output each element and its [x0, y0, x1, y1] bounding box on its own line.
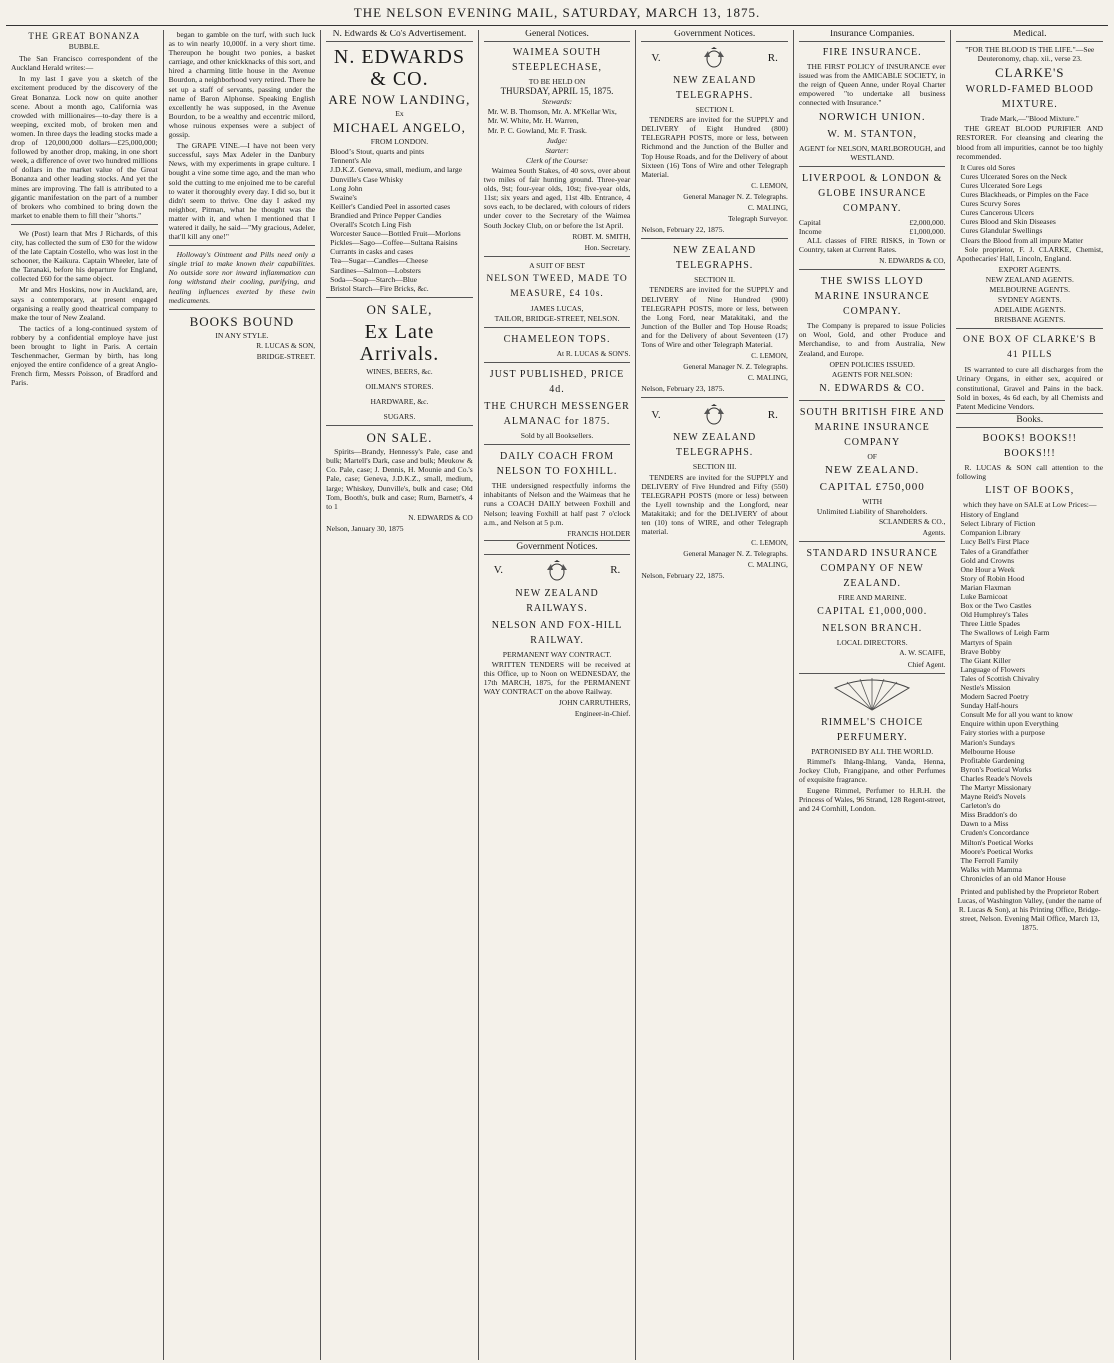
book-title: Martyrs of Spain [960, 637, 1012, 647]
on-sale-title: ON SALE, [366, 301, 433, 317]
fire-insurance-text: THE FIRST POLICY of INSURANCE ever issued was from the AMICABLE SOCIETY, in the reign of Queen Anne, under Royal Charter empowered "to undertake all business connected with Insurance." [798, 62, 946, 108]
telegraphs-title: NEW ZEALAND TELEGRAPHS. [672, 75, 757, 102]
list-sub: which they have on SALE at Low Prices:— [963, 500, 1097, 510]
bonanza-intro: The San Francisco correspondent of the Auckland Herald writes:— [11, 54, 158, 73]
divider [799, 541, 946, 542]
sugars-heading: SUGARS. [383, 412, 416, 422]
list-item: Dunville's Case Whisky [330, 174, 404, 184]
sclanders-signature: SCLANDERS & CO., [878, 517, 946, 527]
scaife-signature: A. W. SCAIFE, [899, 648, 946, 658]
maling-signature: C. MALING, [747, 373, 788, 383]
telegraphs-title-3: NEW ZEALAND TELEGRAPHS. [672, 432, 757, 459]
open-policies: OPEN POLICIES ISSUED. [829, 359, 915, 369]
fan-illustration-icon [827, 678, 917, 712]
fire-insurance-title: FIRE INSURANCE. [822, 47, 922, 59]
divider [799, 673, 946, 674]
lemon-signature: C. LEMON, [751, 180, 788, 190]
section-2-text: TENDERS are invited for the SUPPLY and DELIVERY of Nine Hundred (900) TELEGRAPH POSTS, more or less, between the Long Ford, near Matakitaki, and the Junction of the Buller and Top House Roads; and for the Delivery of about Seventeen (17) Tons of Wire and other Telegraph Material. [641, 285, 788, 349]
list-item: J.D.K.Z. Geneva, small, medium, and large [330, 165, 463, 175]
edwards-agent-signature: N. EDWARDS & CO, [879, 256, 946, 266]
book-title: The Ferroll Family [960, 855, 1019, 865]
list-item: Sardines—Salmon—Lobsters [330, 265, 421, 275]
list-item: Cures Scurvy Sores [960, 199, 1021, 209]
blood-quote: "FOR THE BLOOD IS THE LIFE."—See Deuteronomy, chap. xii., verse 23. [965, 45, 1095, 64]
maling-signature: C. MALING, [747, 203, 788, 213]
article-subtitle-bonanza: BUBBLE. [68, 42, 100, 52]
book-title: Marian Flaxman [960, 582, 1011, 592]
list-item: Swaine's [330, 192, 357, 202]
book-title: Brave Bobby [960, 646, 1001, 656]
clarke-title: CLARKE'S [994, 65, 1065, 81]
article-title-bonanza: THE GREAT BONANZA [28, 31, 141, 41]
bonanza-body: In my last I gave you a sketch of the excitement produced by the discovery of the Great Bonanza. Lock now on quite another scene. About a month ago, California was crowded with millionaires—to-day there is a weeping, excited mob, of broken men and women. In three days the leading stocks made a drop of 120,000,000 dollars—£25,000,000; followed by another drop, making, in one short week, a difference of over two hundred millions of dollars in the market value of the Great Bonanza and other leading stocks. And yet the mines are improving. The fall is attributed to a gigantic manifestation on the part of a number of brokers who combined to bring down the market to enable them to fill their "shorts." [11, 74, 158, 220]
almanac-head: JUST PUBLISHED, PRICE 4d. [489, 369, 625, 396]
list-item: Cures Ulcerated Sores on the Neck [960, 171, 1067, 181]
scaife-role: Chief Agent. [907, 659, 946, 669]
list-item: Clears the Blood from all impure Matter [960, 235, 1084, 245]
book-title: Moore's Poetical Works [960, 846, 1033, 856]
book-title: Tales of a Grandfather [960, 546, 1029, 556]
rimmel-title: RIMMEL'S CHOICE PERFUMERY. [821, 716, 924, 743]
divider [169, 309, 316, 310]
royal-crest-icon [543, 560, 571, 582]
letter-r: R. [767, 51, 778, 64]
book-title: Modern Sacred Poetry [960, 692, 1029, 702]
list-item: Bristol Starch—Fire Bricks, &c. [330, 283, 429, 293]
lucas-name: JAMES LUCAS, [530, 303, 584, 313]
list-item: Cures Cancerous Ulcers [960, 208, 1034, 218]
book-title: Lucy Bell's First Place [960, 537, 1030, 547]
income-label: Income [798, 226, 822, 236]
stanton-name: W. M. STANTON, [827, 128, 917, 140]
capital-label: Capital [798, 217, 821, 227]
book-title: Nestle's Mission [960, 682, 1011, 692]
steeplechase-text: Waimea South Stakes, of 40 sovs, over about two miles of fair hunting ground. Three-year olds, 9st; four-year olds, 10st; five-year olds, 11st; six years and aged, 11st 4lb. Entrance, 4 sovs each, to be declared, with colours of riders under cover to the Secretary of the Waimea South Jockey Club, on or before the 1st April. [483, 165, 631, 230]
book-title: Dawn to a Miss [960, 819, 1009, 829]
book-title: Three Little Spades [960, 619, 1020, 629]
list-item: Overall's Scotch Ling Fish [330, 220, 412, 230]
general-notices-head: General Notices. [484, 30, 631, 42]
coach-text: THE undersigned respectfully informs the inhabitants of Nelson and the Waimeas that he runs a COACH DAILY between Foxhill and Nelson; leaving Foxhill at half past 7 o'clock a.m., and Nelson at 5 p.m. [483, 481, 631, 527]
book-title: Charles Reade's Novels [960, 773, 1033, 783]
almanac-title: THE CHURCH MESSENGER ALMANAC for 1875. [484, 401, 630, 428]
smith-role: Hon. Secretary. [584, 242, 631, 252]
book-title: Milton's Poetical Works [960, 837, 1034, 847]
book-title: Tales of Scottish Chivalry [960, 673, 1040, 683]
books-head: Books. [956, 413, 1103, 428]
section-2-date: Nelson, February 23, 1875. [641, 384, 725, 394]
late-arrivals: Ex Late Arrivals. [359, 320, 440, 365]
trademark: Trade Mark,—"Blood Mixture." [980, 114, 1079, 124]
hoskins-news: Mr and Mrs Hoskins, now in Auckland, are, says a contemporary, at present engaged organising a really good theatrical company to make the tour of New Zealand. [11, 285, 158, 322]
liverpool-text: ALL classes of FIRE RISKS, in Town or Country, taken at Current Rates. [798, 235, 946, 255]
book-title: Gold and Crowns [960, 555, 1015, 565]
capital-value: £2,000,000. [909, 217, 946, 227]
south-british-capital: CAPITAL £750,000 [819, 480, 925, 493]
divider [169, 245, 316, 246]
coach-signature: FRANCIS HOLDER [567, 528, 631, 538]
liverpool-title: LIVERPOOL & LONDON & GLOBE INSURANCE COMPANY. [801, 172, 943, 214]
book-title: One Hour a Week [960, 564, 1015, 574]
royal-crest-icon [700, 47, 728, 69]
divider [799, 400, 946, 401]
book-title: Story of Robin Hood [960, 573, 1025, 583]
edwards-date: Nelson, January 30, 1875 [326, 523, 404, 533]
south-british-title: SOUTH BRITISH FIRE AND MARINE INSURANCE COMPANY [799, 406, 945, 448]
standard-capital: CAPITAL £1,000,000. [817, 606, 928, 618]
rimmel-sub: PATRONISED BY ALL THE WORLD. [811, 746, 934, 756]
book-title: Chronicles of an old Manor House [960, 873, 1066, 883]
edwards-ex: Ex [395, 109, 404, 119]
edwards-column-head: N. Edwards & Co's Advertisement. [326, 30, 473, 42]
book-title: Enquire within upon Everything [960, 719, 1059, 729]
list-item: Cures Glandular Swellings [960, 226, 1043, 236]
divider [641, 397, 788, 398]
govt-notices-head-2: Government Notices. [641, 30, 788, 42]
south-british-of: OF [867, 451, 878, 461]
oilmans-heading: OILMAN'S STORES. [365, 381, 434, 391]
tweed-ad: NELSON TWEED, MADE TO MEASURE, £4 10s. [486, 273, 628, 299]
list-item: Worcester Sauce—Bottled Fruit—Morlons [330, 229, 461, 239]
royal-arms [484, 558, 631, 584]
lemon-signature: C. LEMON, [751, 538, 788, 548]
cures-list [956, 163, 1103, 245]
steeplechase-date: THURSDAY, APRIL 15, 1875. [500, 86, 614, 97]
list-item: Keiller's Candied Peel in assorted cases [330, 201, 451, 211]
book-title: Box or the Two Castles [960, 601, 1032, 611]
list-item: Currants in casks and cases [330, 247, 414, 257]
letter-v: V. [651, 408, 661, 421]
lemon-role: General Manager N. Z. Telegraphs. [683, 549, 788, 559]
suit-heading: A SUIT OF BEST [529, 260, 585, 270]
clarke-proprietor: Sole proprietor, F. J. CLARKE, Chemist, Apothecaries' Hall, Lincoln, England. [956, 244, 1104, 263]
books-bound-title: BOOKS BOUND [189, 313, 295, 329]
section-1: SECTION I. [695, 105, 734, 115]
book-title: Mayne Reid's Novels [960, 792, 1026, 802]
railways-sub2: PERMANENT WAY CONTRACT. [502, 649, 612, 659]
section-1-date: Nelson, February 22, 1875. [641, 225, 725, 235]
sydney-agents: SYDNEY AGENTS. [997, 295, 1062, 305]
section-1-text: TENDERS are invited for the SUPPLY and DELIVERY of Eight Hundred (800) TELEGRAPH POSTS, more or less, between Richmond and the Junction of the Buller and Top House Roads, and for the Delivery of about Sixteen (16) Tons of Wire and other Telegraph Material. [641, 115, 788, 179]
book-title: The Martyr Missionary [960, 783, 1032, 792]
imprint: Printed and published by the Proprietor Robert Lucas, of Washington Valley, (under the name of R. Lucas & Son), at his Printing Office, Bridge-street, Nelson. Evening Mail Office, March 13, 1875. [957, 887, 1102, 933]
royal-arms [641, 402, 788, 428]
books-bound-sub: IN ANY STYLE. [215, 330, 269, 340]
list-item: Tea—Sugar—Candles—Cheese [330, 256, 428, 266]
stewards-label: Stewards: [541, 97, 573, 107]
book-title: Old Humphrey's Tales [960, 610, 1029, 620]
edwards-landing: ARE NOW LANDING, [328, 92, 471, 108]
swiss-lloyd-title: THE SWISS LLOYD MARINE INSURANCE COMPANY. [814, 276, 930, 318]
capital-row [799, 218, 946, 227]
nelson-branch: NELSON BRANCH. [822, 623, 923, 635]
edwards-goods-list [326, 147, 473, 293]
column-5 [636, 30, 794, 1360]
book-title: Companion Library [960, 528, 1021, 538]
list-item: Brandied and Prince Pepper Candies [330, 210, 442, 220]
list-item: It Cures old Sores [960, 162, 1016, 172]
books-bound-signature: R. LUCAS & SON, [256, 340, 316, 350]
divider [641, 238, 788, 239]
book-title: Miss Braddon's do [960, 810, 1018, 820]
list-item: Mr. P. C. Gowland, Mr. F. Trask. [487, 125, 587, 135]
adelaide-agents: ADELAIDE AGENTS. [993, 305, 1066, 315]
list-item: Soda—Soap—Starch—Blue [330, 274, 418, 284]
lucas-books-text: R. LUCAS & SON call attention to the following [956, 462, 1104, 481]
rimmel-illustration [799, 678, 946, 712]
hardware-heading: HARDWARE, &c. [370, 396, 429, 406]
list-item: Cures Ulcerated Sore Legs [960, 180, 1043, 190]
govt-notices-head: Government Notices. [484, 540, 631, 555]
book-title: Byron's Poetical Works [960, 764, 1032, 774]
railways-text: WRITTEN TENDERS will be received at this Office, up to Noon on WEDNESDAY, the 17th MARCH, 1875, for the PERMANENT WAY CONTRACT on the above Railway. [483, 660, 631, 697]
list-item: Pickles—Sago—Coffee—Sultana Raisins [330, 238, 458, 248]
income-value: £1,000,000. [909, 226, 946, 236]
divider [326, 425, 473, 426]
norwich-union: NORWICH UNION. [818, 110, 926, 123]
letter-v: V. [651, 51, 661, 64]
maling-signature: C. MALING, [747, 560, 788, 570]
edwards-headline: N. EDWARDS & CO. [333, 46, 465, 91]
starter-label: Starter: [545, 145, 569, 155]
divider [484, 327, 631, 328]
richards-news: We (Post) learn that Mrs J Richards, of this city, has collected the sum of £30 for the widow of the late Captain Costello, who was lost in the schooner, the Kaikura. Captain Wheeler, late of the Taranaki, before his departure for England, collected £60 for the same object. [11, 228, 158, 284]
section-3-date: Nelson, February 22, 1875. [641, 571, 725, 581]
list-of-books: LIST OF BOOKS, [985, 485, 1075, 497]
rimmel-text: Rimmel's Ihlang-Ihlang, Vanda, Henna, Jockey Club, Frangipane, and other Perfumes of exquisite fragrance. [798, 756, 946, 784]
section-2: SECTION II. [694, 275, 736, 285]
judge-label: Judge: [546, 135, 568, 145]
railways-signature: JOHN CARRUTHERS, [558, 698, 631, 708]
south-british-nz: NEW ZEALAND. [825, 463, 920, 476]
swiss-lloyd-text: The Company is prepared to issue Policies on Wool, Gold, and other Produce and Merchandise, to and from Australia, New Zealand, and Europe. [798, 321, 946, 358]
sclanders-role: Agents. [922, 528, 946, 538]
on-sale-2: ON SALE. [366, 430, 433, 446]
book-title: Walks with Mamma [960, 864, 1022, 874]
book-title: Language of Flowers [960, 664, 1025, 674]
column-2 [164, 30, 322, 1360]
book-title: Fairy stories with a purpose [960, 728, 1045, 738]
book-titles [956, 510, 1103, 883]
telegraphs-title-2: NEW ZEALAND TELEGRAPHS. [672, 245, 757, 272]
paris-robbery-continued: began to gamble on the turf, with such luck as to win nearly 10,000f. in a very short time. Thereupon he bought two ponies, a basket carriage, and other knickknacks of this sort, and hired a charming little house in the Avenue Bourdon, a neighborhood very retired. There he set up a staff of servants, passing under the name of Baron Alphonse. Speaking English excellently he was supposed, in the Avenue Bourdon, to be a wealthy and eccentric milord, whose ruinous expenses were a subject of gossip. [168, 30, 316, 140]
list-item: Cures Blackheads, or Pimples on the Face [960, 190, 1089, 200]
divider [326, 297, 473, 298]
divider [484, 256, 631, 257]
books-title: BOOKS! BOOKS!! BOOKS!!! [982, 432, 1077, 459]
section-3: SECTION III. [692, 462, 737, 472]
divider [484, 444, 631, 445]
column-7 [951, 30, 1108, 1360]
edwards-agent-2: N. EDWARDS & CO. [819, 382, 926, 394]
list-item: Long John [330, 183, 363, 193]
south-british-unlimited: Unlimited Liability of Shareholders. [816, 506, 928, 516]
book-title: The Swallows of Leigh Farm [960, 628, 1050, 638]
brisbane-agents: BRISBANE AGENTS. [994, 315, 1066, 325]
list-item: Mr. W. B. Thomson, Mr. A. M'Kellar Wix, [487, 107, 617, 117]
clerk-label: Clerk of the Course: [525, 155, 589, 165]
railways-role: Engineer-in-Chief. [574, 709, 631, 719]
book-title: Melbourne House [960, 746, 1016, 756]
royal-arms [641, 45, 788, 71]
list-item: Cures Blood and Skin Diseases [960, 217, 1056, 227]
chameleon-signature: At R. LUCAS & SON'S. [556, 349, 631, 359]
maling-role: Telegraph Surveyor. [728, 214, 788, 224]
stanton-role: AGENT for NELSON, MARLBOROUGH, and WESTLAND. [799, 143, 946, 162]
nz-agents: NEW ZEALAND AGENTS. [985, 274, 1074, 284]
agents-nelson: AGENTS FOR NELSON: [831, 369, 913, 379]
letter-r: R. [767, 408, 778, 421]
pills-text: IS warranted to cure all discharges from the Urinary Organs, in either sex, acquired or constitutional, Gravel and Pains in the back. Sold in boxes, 4s 6d each, by all Chemists and Patent Medicine Vendors. [956, 365, 1104, 411]
south-british-with: WITH [862, 496, 883, 506]
book-title: Marion's Sundays [960, 737, 1015, 747]
royal-crest-icon [700, 404, 728, 426]
book-title: Carleton's do [960, 801, 1001, 811]
list-item: Tennent's Ale [330, 156, 372, 166]
book-title: History of England [960, 510, 1019, 520]
list-item: Mr. W. White, Mr. H. Warren, [487, 116, 579, 126]
clarke-subtitle: WORLD-FAMED BLOOD MIXTURE. [965, 84, 1094, 111]
edwards-signature: N. EDWARDS & CO [408, 512, 473, 522]
letter-r: R. [610, 564, 621, 577]
book-title: Profitable Gardening [960, 755, 1025, 765]
column-3 [321, 30, 479, 1360]
railways-title: NEW ZEALAND RAILWAYS. [515, 587, 599, 614]
pills-title: ONE BOX OF CLARKE'S B 41 PILLS [962, 335, 1097, 361]
clarke-text: THE GREAT BLOOD PURIFIER AND RESTORER. For cleansing and clearing the blood from all impurities, cannot be too highly recommended. [956, 124, 1104, 161]
book-title: Consult Me for all you want to know [960, 710, 1073, 720]
books-bound-address: BRIDGE-STREET. [256, 351, 316, 361]
smith-signature: ROBT. M. SMITH, [572, 231, 631, 241]
edwards-ship: MICHAEL ANGELO, [332, 120, 466, 136]
fire-marine: FIRE AND MARINE. [838, 593, 907, 603]
coach-title: DAILY COACH FROM NELSON TO FOXHILL. [496, 451, 618, 478]
lemon-role: General Manager N. Z. Telegraphs. [683, 362, 788, 372]
melbourne-agents: MELBOURNE AGENTS. [989, 284, 1071, 294]
column-6 [794, 30, 952, 1360]
grape-vine-article: The GRAPE VINE.—I have not been very successful, says Max Adeler in the Danbury News, with my experiments in grape culture. I bought a vine some time ago, and the man who sold the cutting to me enjoined me to be careful to water it thoroughly every day. I did so, but it didn't seem to thrive. One day I asked my neighbor, Pitman, what he thought was the matter with it, and when I mentioned that I watered it daily, he said—"My gracious, Adeler, that'll kill any one!" [168, 141, 316, 242]
almanac-sub: Sold by all Booksellers. [520, 431, 594, 441]
list-item: Bloodʼs Stout, quarts and pints [330, 147, 425, 157]
book-title: The Giant Killer [960, 655, 1011, 665]
local-directors: LOCAL DIRECTORS. [836, 638, 908, 648]
section-3-text: TENDERS are invited for the SUPPLY and DELIVERY of Five Hundred and Fifty (550) TELEGRAPH POSTS (more or less) between the Lyell township and the Longford, near Matakitaki; and for the DELIVERY of about ten (10) tons of WIRE, and other Telegraph material. [641, 472, 788, 537]
export-agents: EXPORT AGENTS. [998, 264, 1061, 274]
column-1 [6, 30, 164, 1360]
divider [956, 328, 1103, 329]
paris-robbery-news: The tactics of a long-continued system of robbery by a confidential employe have just been brought to light in Paris. A certain Teschenmacher, German by birth, has long enjoyed the entire confidence of a great Anglo-French firm, Messrs Poisson, of Bradford and Paris. [11, 323, 158, 388]
steeplechase-title: WAIMEA SOUTH STEEPLECHASE, [512, 47, 602, 74]
edwards-from: FROM LONDON. [370, 137, 429, 147]
spirits-list: Spirits—Brandy, Hennessy's Pale, case and bulk; Martell's Dark, case and bulk; Meukow & Co. Pale, case; J. Dennis, H. Mounie and Co.'s Pale, case; Geneva, J.D.K.Z., small, medium, large; Whiskey, Dunville's, bulk and case; Old Tom, Booth's, bulk and case; Rum, Barnett's, 4 to 1 [326, 447, 473, 511]
insurance-head: Insurance Companies. [799, 30, 946, 42]
letter-v: V. [493, 564, 504, 577]
divider [484, 362, 631, 363]
columns [6, 30, 1108, 1360]
book-title: Sunday Half-hours [960, 701, 1019, 711]
railways-sub: NELSON AND FOX-HILL RAILWAY. [491, 619, 623, 646]
column-4 [479, 30, 637, 1360]
wines-heading: WINES, BEERS, &c. [366, 366, 433, 376]
masthead: THE NELSON EVENING MAIL, SATURDAY, MARCH 13, 1875. [6, 4, 1108, 26]
chameleon-ad: CHAMELEON TOPS. [503, 334, 611, 346]
divider [799, 166, 946, 167]
lucas-address: TAILOR, BRIDGE-STREET, NELSON. [494, 313, 620, 323]
stewards-list [484, 107, 631, 134]
book-title: Luke Barnicoat [960, 592, 1008, 602]
standard-title: STANDARD INSURANCE COMPANY OF NEW ZEALAND. [806, 548, 938, 590]
book-title: Cruden's Concordance [960, 828, 1030, 838]
lemon-signature: C. LEMON, [751, 351, 788, 361]
lemon-role: General Manager N. Z. Telegraphs. [683, 191, 788, 201]
holloway-ad: Holloway's Ointment and Pills need only a single trial to make known their capabilities. No outside sore nor inward inflammation can long withstand their cooling, purifying, and healing influences exerted by these twin medicaments. [168, 250, 316, 305]
divider [11, 224, 158, 225]
divider [799, 269, 946, 270]
book-title: Select Library of Fiction [960, 519, 1036, 529]
steeplechase-sub: TO BE HELD ON [528, 77, 586, 87]
medical-head: Medical. [956, 30, 1103, 42]
rimmel-address: Eugene Rimmel, Perfumer to H.R.H. the Princess of Wales, 96 Strand, 128 Regent-street, and 24 Cornhill, London. [798, 786, 946, 814]
income-row [799, 227, 946, 236]
